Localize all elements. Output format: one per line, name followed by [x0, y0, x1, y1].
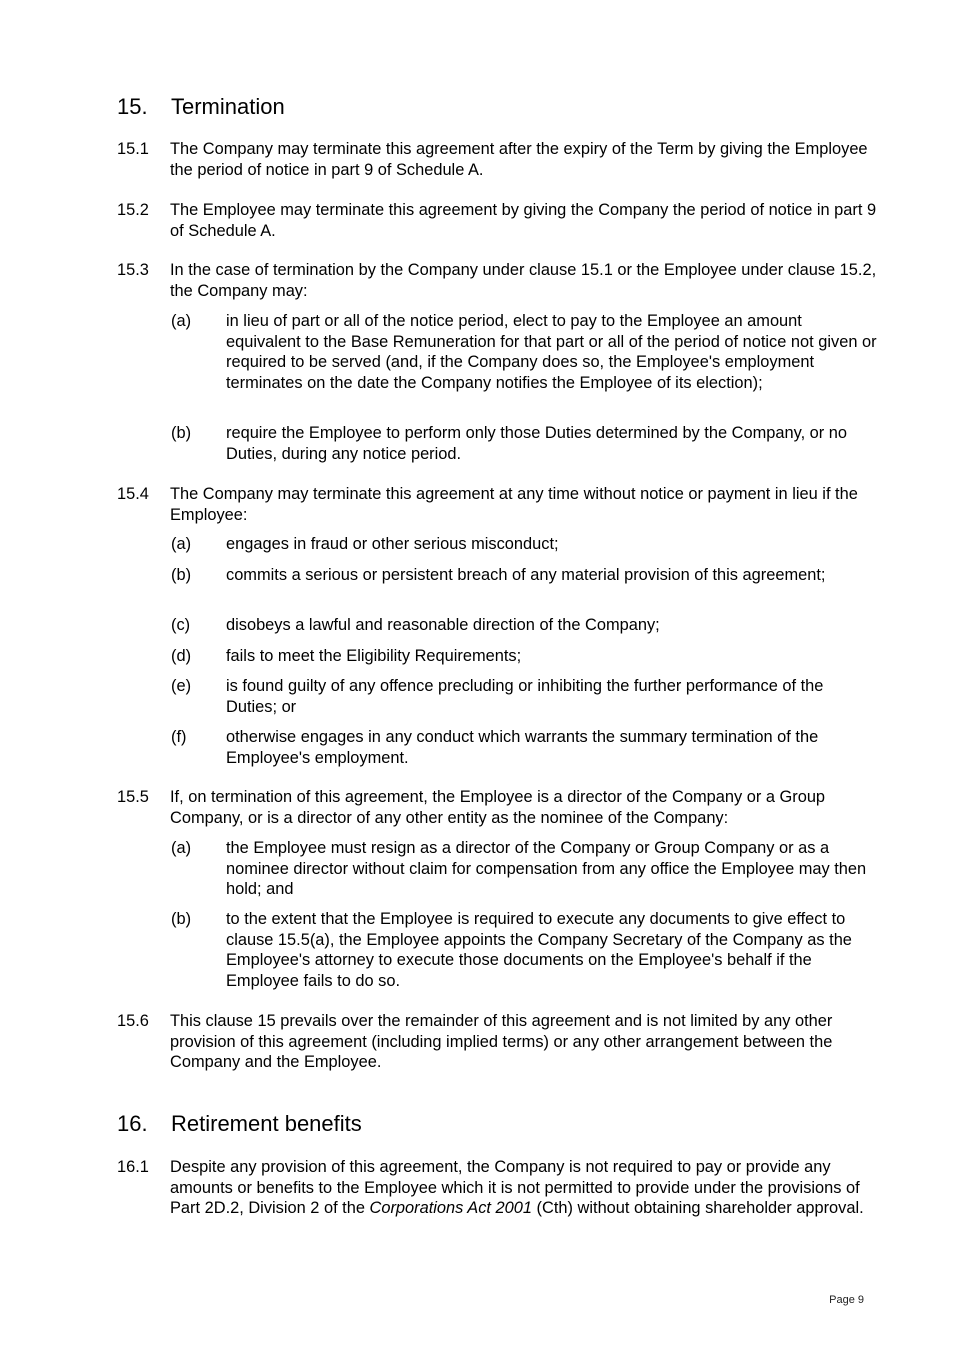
- subclause-text: in lieu of part or all of the notice period, elect to pay to the Employee an amount equivalent to the Base Remuneration for that part or all of the period of notice not given or required to be served (and, if the Company does so, the Employee's employment terminates on the date the Company notifies the Employee of its election);: [226, 312, 877, 392]
- clause-number: 15.4: [117, 485, 149, 503]
- clause-text-part: Despite any provision of this agreement, the Company is not required to pay or provide any amounts or benefits to the Employee which it is not permitted to provide under the provisions of Part 2D.2, Division 2 of the: [170, 1158, 860, 1217]
- clause-number: 15.5: [117, 788, 149, 806]
- subclause-label: (a): [171, 312, 192, 330]
- subclause-label: (b): [171, 566, 192, 584]
- subclause-text: require the Employee to perform only those Duties determined by the Company, or no Duties, during any notice period.: [226, 424, 848, 463]
- clause-15-4-e: [171, 676, 877, 717]
- subclause-label: (b): [171, 424, 192, 442]
- act-title: Corporations Act 2001: [369, 1199, 532, 1217]
- subclause-label: (f): [171, 728, 187, 746]
- clause-15-3: [117, 260, 877, 301]
- clause-number: 16.1: [117, 1158, 149, 1176]
- section-title: Retirement benefits: [171, 1111, 362, 1136]
- clause-text: The Company may terminate this agreement after the expiry of the Term by giving the Employee the period of notice in part 9 of Schedule A.: [170, 140, 868, 179]
- clause-text-part: (Cth) without obtaining shareholder approval.: [532, 1199, 864, 1217]
- clause-15-5-b: [171, 909, 877, 991]
- clause-text: This clause 15 prevails over the remainder of this agreement and is not limited by any other provision of this agreement (including implied terms) or any other arrangement between the Company and the Employee.: [170, 1012, 833, 1071]
- clause-text: If, on termination of this agreement, the Employee is a director of the Company or a Group Company, or is a director of any other entity as the nominee of the Company:: [170, 788, 826, 827]
- clause-15-1: [117, 139, 877, 180]
- clause-15-5: [117, 787, 877, 828]
- clause-text: The Company may terminate this agreement at any time without notice or payment in lieu if the Employee:: [170, 485, 858, 524]
- subclause-label: (e): [171, 677, 192, 695]
- clause-15-3-b: [171, 423, 877, 464]
- clause-text: In the case of termination by the Company under clause 15.1 or the Employee under clause 15.2, the Company may:: [170, 261, 877, 300]
- clause-15-4-f: [171, 727, 877, 768]
- subclause-label: (d): [171, 647, 192, 665]
- section-number: 16.: [117, 1111, 148, 1136]
- subclause-text: the Employee must resign as a director of the Company or Group Company or as a nominee director without claim for compensation from any office the Employee may then hold; and: [226, 839, 867, 898]
- subclause-label: (a): [171, 535, 192, 553]
- subclause-label: (a): [171, 839, 192, 857]
- subclause-label: (c): [171, 616, 191, 634]
- subclause-label: (b): [171, 910, 192, 928]
- clause-15-3-a: [171, 311, 877, 393]
- clause-15-6: [117, 1011, 877, 1073]
- clause-number: 15.1: [117, 140, 149, 158]
- subclause-text: fails to meet the Eligibility Requirements;: [226, 647, 522, 665]
- subclause-text: to the extent that the Employee is required to execute any documents to give effect to clause 15.5(a), the Employee appoints the Company Secretary of the Company as the Employee's attorney to execute those documents on the Employee's behalf if the Employee fails to do so.: [226, 910, 852, 990]
- clause-number: 15.3: [117, 261, 149, 279]
- subclause-text: otherwise engages in any conduct which warrants the summary termination of the Employee's employment.: [226, 728, 819, 767]
- clause-15-4-d: [171, 646, 877, 667]
- clause-15-4-a: [171, 534, 877, 555]
- clause-15-2: [117, 200, 877, 241]
- clause-number: 15.6: [117, 1012, 149, 1030]
- section-heading-retirement-benefits: [117, 1111, 877, 1137]
- clause-15-5-a: [171, 838, 877, 900]
- section-heading-termination: [117, 94, 877, 120]
- clause-15-4-c: [171, 615, 877, 636]
- section-number: 15.: [117, 94, 148, 119]
- clause-text: [170, 1157, 877, 1219]
- subclause-text: engages in fraud or other serious misconduct;: [226, 535, 559, 553]
- clause-text: The Employee may terminate this agreement by giving the Company the period of notice in part 9 of Schedule A.: [170, 201, 877, 240]
- clause-15-4: [117, 484, 877, 525]
- subclause-text: disobeys a lawful and reasonable direction of the Company;: [226, 616, 660, 634]
- subclause-text: commits a serious or persistent breach of any material provision of this agreement;: [226, 566, 826, 584]
- section-title: Termination: [171, 94, 285, 119]
- clause-15-4-b: [171, 565, 877, 586]
- clause-16-1: [117, 1157, 877, 1219]
- page-number: Page 9: [829, 1294, 864, 1306]
- subclause-text: is found guilty of any offence precluding or inhibiting the further performance of the Duties; or: [226, 677, 824, 716]
- clause-number: 15.2: [117, 201, 149, 219]
